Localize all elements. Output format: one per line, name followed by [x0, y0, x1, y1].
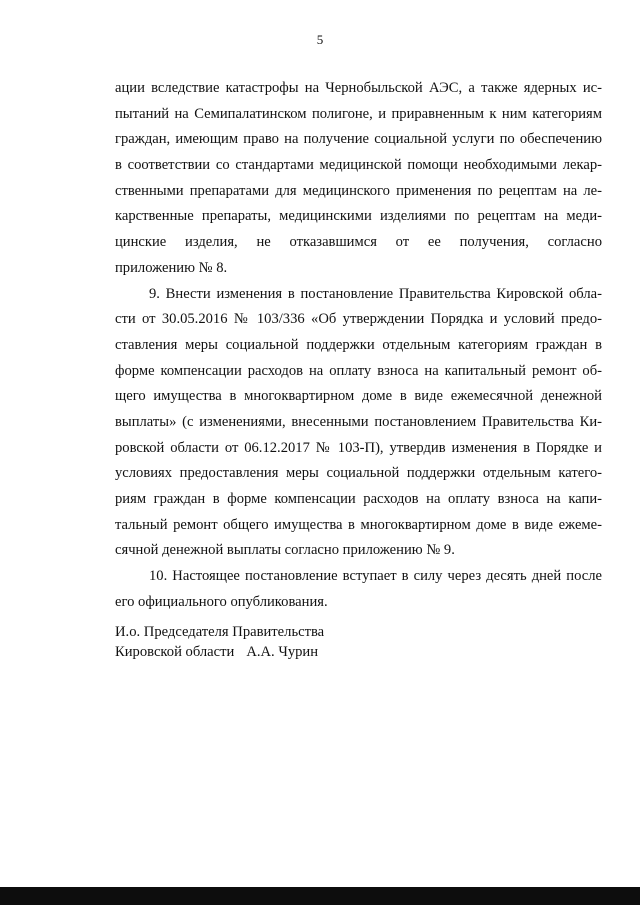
text-line: ации вследствие катастрофы на Чернобыльской АЭС, а также ядерных ис-: [115, 80, 602, 96]
text-line: щего имущества в многоквартирном доме в виде ежемесячной денежной: [115, 388, 602, 405]
paragraph-item-9: [115, 282, 602, 565]
text-line: его официального опубликования.: [115, 593, 328, 610]
text-line: ровской области от 06.12.2017 № 103-П), утвердив изменения в Порядке и: [115, 439, 602, 456]
signatory-line: [115, 642, 324, 662]
text-line: ставления меры социальной поддержки отдельным категориям граждан в: [115, 336, 602, 353]
text-line: сячной денежной выплаты согласно приложению № 9.: [115, 542, 455, 559]
signatory-position: И.о. Председателя Правительства: [115, 624, 325, 640]
text-line: условиях предоставления меры социальной поддержки отдельным катего-: [115, 465, 602, 482]
scan-edge-bar: [0, 887, 640, 905]
text-line: выплаты» (с изменениями, внесенными постановлением Правительства Ки-: [115, 413, 602, 430]
text-line: ственными препаратами для медицинского применения по рецептам на ле-: [115, 182, 602, 199]
text-line: риям граждан в форме компенсации расходов на оплату взноса на капи-: [115, 491, 602, 507]
text-line: карственные препараты, медицинскими изделиями по рецептам на меди-: [115, 208, 602, 225]
text-line: 9. Внести изменения в постановление Правительства Кировской обла-: [149, 285, 602, 302]
text-line: цинские изделия, не отказавшимся от ее получения, согласно: [115, 234, 602, 251]
text-line: 10. Настоящее постановление вступает в силу через десять дней после: [149, 568, 602, 585]
paragraph-continuation: [115, 76, 602, 282]
text-line: форме компенсации расходов на оплату взноса на капитальный ремонт об-: [115, 362, 602, 379]
text-line: в соответствии со стандартами медицинской помощи необходимыми лекар-: [115, 157, 602, 174]
text-line: пытаний на Семипалатинском полигоне, и приравненным к ним категориям: [115, 105, 602, 122]
paragraph-item-10: [115, 564, 602, 615]
signature-block: [115, 622, 324, 662]
text-line: приложению № 8.: [115, 259, 228, 276]
signatory-region: Кировской области: [115, 644, 235, 660]
text-line: граждан, имеющим право на получение социальной услуги по обеспечению: [115, 131, 602, 148]
document-body: [115, 76, 602, 615]
signatory-name: А.А. Чурин: [246, 644, 319, 660]
text-line: сти от 30.05.2016 № 103/336 «Об утверждении Порядка и условий предо-: [115, 311, 602, 328]
page-number: 5: [316, 32, 324, 47]
text-line: тальный ремонт общего имущества в многоквартирном доме в виде ежеме-: [115, 516, 602, 533]
